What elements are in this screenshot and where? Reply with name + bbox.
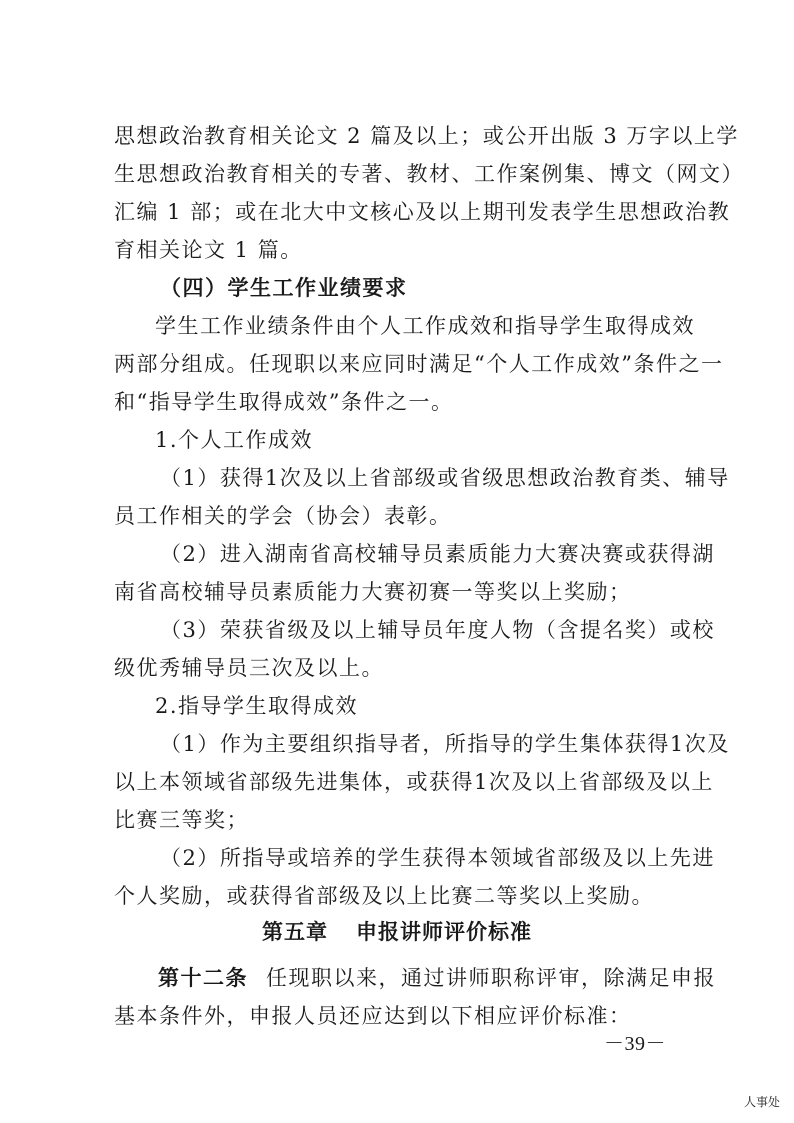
- article-label: 第十二条: [158, 966, 248, 990]
- list-item-line: 个人奖励，或获得省部级及以上比赛二等奖以上奖励。: [114, 884, 654, 908]
- list-item-line: （1）作为主要组织指导者，所指导的学生集体获得1次及: [160, 732, 730, 756]
- subsection-title: 1.个人工作成效: [155, 428, 314, 452]
- section-heading: （四）学生工作业绩要求: [160, 275, 408, 300]
- chapter-title: 申报讲师评价标准: [356, 920, 532, 944]
- list-item-line: （1）获得1次及以上省部级或省级思想政治教育类、辅导: [160, 466, 730, 490]
- list-item-line: 员工作相关的学会（协会）表彰。: [114, 504, 452, 528]
- paragraph-line: 两部分组成。任现职以来应同时满足“个人工作成效”条件之一: [114, 352, 724, 376]
- subsection-title: 2.指导学生取得成效: [155, 694, 359, 718]
- chapter-number: 第五章: [262, 920, 328, 944]
- paragraph-line: 思想政治教育相关论文 2 篇及以上；或公开出版 3 万字以上学: [114, 124, 739, 148]
- page-number: －39－: [604, 1033, 666, 1055]
- list-item-line: （2）进入湖南省高校辅导员素质能力大赛决赛或获得湖: [160, 542, 715, 566]
- paragraph-line: 学生工作业绩条件由个人工作成效和指导学生取得成效: [155, 314, 695, 338]
- paragraph-line: 生思想政治教育相关的专著、教材、工作案例集、博文（网文）: [114, 162, 744, 186]
- list-item-line: （3）荣获省级及以上辅导员年度人物（含提名奖）或校: [160, 618, 715, 642]
- paragraph-line: 和“指导学生取得成效”条件之一。: [114, 390, 454, 414]
- article-text: 任现职以来，通过讲师职称评审，除满足申报: [266, 966, 716, 990]
- article-first-line: [158, 959, 716, 997]
- list-item-line: 比赛三等奖；: [114, 808, 249, 832]
- chapter-heading: [0, 913, 794, 951]
- list-item-line: 以上本领域省部级先进集体，或获得1次及以上省部级及以上: [114, 770, 714, 794]
- department-stamp: 人事处: [744, 1095, 781, 1109]
- paragraph-line: 汇编 1 部；或在北大中文核心及以上期刊发表学生思想政治教: [114, 200, 731, 224]
- list-item-line: 南省高校辅导员素质能力大赛初赛一等奖以上奖励；: [114, 580, 632, 604]
- list-item-line: （2）所指导或培养的学生获得本领域省部级及以上先进: [160, 846, 715, 870]
- paragraph-line: 基本条件外，申报人员还应达到以下相应评价标准：: [114, 1004, 632, 1028]
- paragraph-line: 育相关论文 1 篇。: [114, 238, 303, 262]
- list-item-line: 级优秀辅导员三次及以上。: [114, 656, 384, 680]
